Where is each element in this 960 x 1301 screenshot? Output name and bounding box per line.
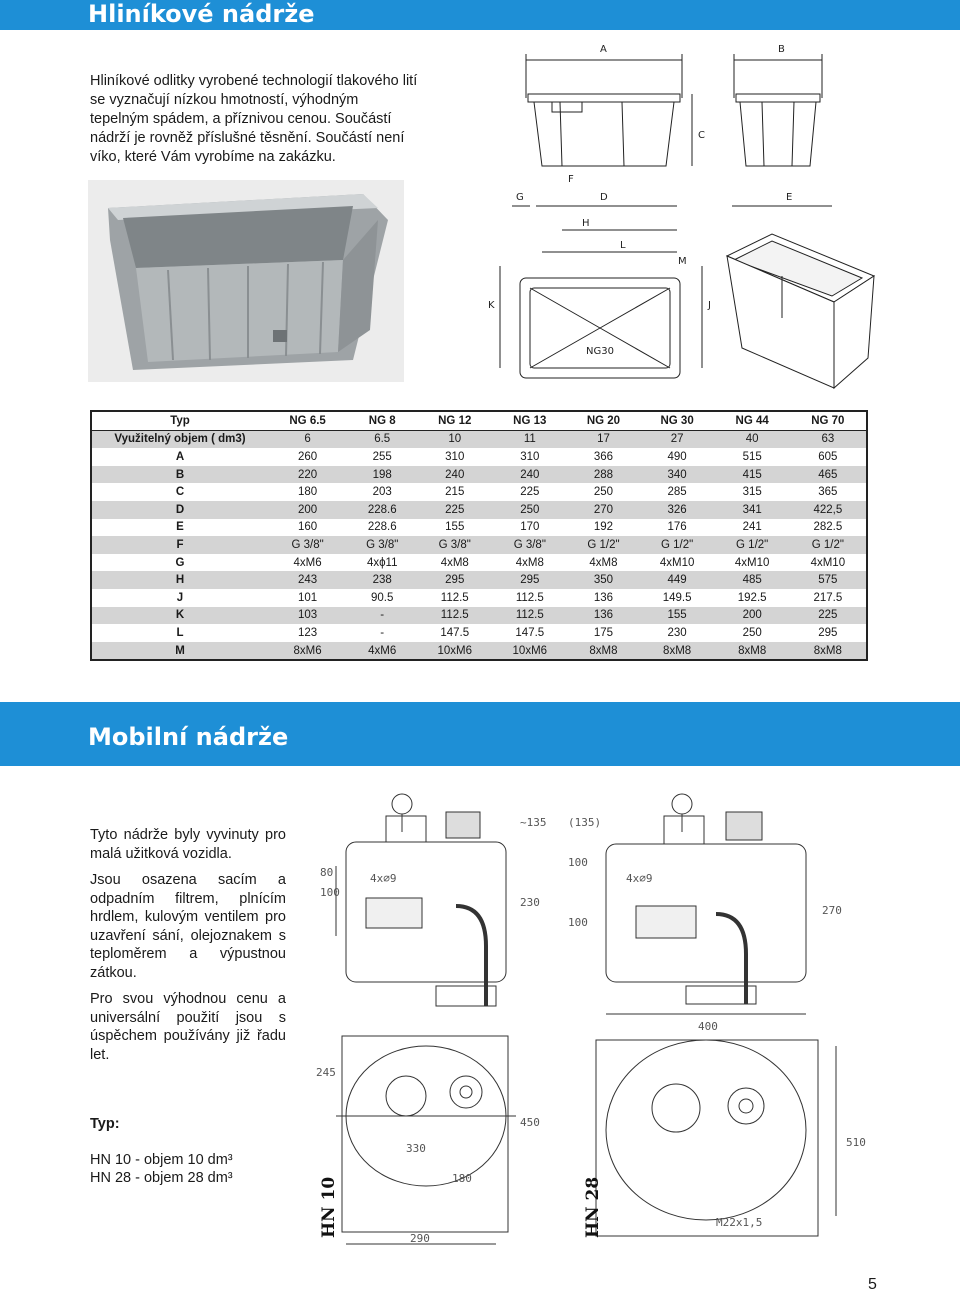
column-header: NG 30 xyxy=(640,411,715,430)
table-cell: 238 xyxy=(347,571,417,589)
table-cell: 217.5 xyxy=(790,589,867,607)
dim-label-k: K xyxy=(488,300,495,311)
table-cell: 225 xyxy=(790,607,867,625)
row-label: D xyxy=(91,501,268,519)
dim-label: 100 xyxy=(568,856,588,869)
table-row xyxy=(91,466,867,484)
row-label: M xyxy=(91,642,268,661)
table-row xyxy=(91,554,867,572)
column-header: NG 12 xyxy=(417,411,492,430)
table-cell: 270 xyxy=(567,501,639,519)
intro-paragraph: Hliníkové odlitky vyrobené technologií tlakového lití se vyznačují nízkou hmotností, výhodným tepelným spádem, a příznivou cenou. Součástí nádrží je rovněž příslušné těsnění. Součástí není víko, které Vám vyrobíme na zakázku. xyxy=(90,73,418,165)
column-header: NG 8 xyxy=(347,411,417,430)
dim-label-e: E xyxy=(786,192,793,203)
table-cell: 10xM6 xyxy=(492,642,567,661)
table-cell: 4xM8 xyxy=(417,554,492,572)
table-cell: 192.5 xyxy=(715,589,790,607)
dim-label: 290 xyxy=(410,1232,430,1245)
table-cell: 310 xyxy=(417,448,492,466)
type-item: HN 10 - objem 10 dm³ xyxy=(90,1152,233,1168)
table-row xyxy=(91,448,867,466)
table-cell: 250 xyxy=(567,483,639,501)
dim-label-a: A xyxy=(600,44,607,55)
type-item: HN 28 - objem 28 dm³ xyxy=(90,1170,233,1186)
dim-label: 100 xyxy=(320,886,340,899)
table-cell: 350 xyxy=(567,571,639,589)
table-cell: 10xM6 xyxy=(417,642,492,661)
table-cell: 63 xyxy=(790,430,867,448)
section-title: Mobilní nádrže xyxy=(88,723,289,751)
dim-label: 270 xyxy=(822,904,842,917)
table-cell: 8xM8 xyxy=(790,642,867,661)
mobile-description xyxy=(90,826,286,1072)
table-cell: 422,5 xyxy=(790,501,867,519)
table-cell: 160 xyxy=(268,519,347,537)
table-cell: G 3/8" xyxy=(492,536,567,554)
table-cell: 155 xyxy=(640,607,715,625)
table-cell: 6.5 xyxy=(347,430,417,448)
paragraph: Pro svou výhodnou cenu a universální použití jsou s úspěchem používány již řadu let. xyxy=(90,991,286,1063)
table-cell: 315 xyxy=(715,483,790,501)
dim-label-g: G xyxy=(516,192,524,203)
table-cell: 8xM8 xyxy=(715,642,790,661)
dim-label-b: B xyxy=(778,44,785,55)
table-cell: 326 xyxy=(640,501,715,519)
dim-label: 230 xyxy=(520,896,540,909)
stamp-label: NG30 xyxy=(586,346,614,357)
table-cell: 241 xyxy=(715,519,790,537)
mobile-tank-drawings xyxy=(306,786,886,1256)
table-cell: 515 xyxy=(715,448,790,466)
row-label: B xyxy=(91,466,268,484)
dim-label: 4x⌀9 xyxy=(626,872,653,885)
dim-label: ~135 xyxy=(520,816,547,829)
hn10-label: HN 10 xyxy=(319,1176,339,1238)
paragraph: Tyto nádrže byly vyvinuty pro malá užitková vozidla. xyxy=(90,827,286,862)
dim-label: 450 xyxy=(520,1116,540,1129)
row-label: L xyxy=(91,624,268,642)
paragraph: Jsou osazena sacím a odpadním filtrem, plnícím hrdlem, kulovým ventilem pro uzavření sání, olejoznakem s teploměrem a výpustnou zátkou. xyxy=(90,872,286,981)
table-header-row xyxy=(91,411,867,430)
table-cell: 295 xyxy=(790,624,867,642)
table-cell: 149.5 xyxy=(640,589,715,607)
table-cell: G 1/2" xyxy=(790,536,867,554)
table-cell: 310 xyxy=(492,448,567,466)
dim-label: 100 xyxy=(568,916,588,929)
table-cell: 8xM6 xyxy=(268,642,347,661)
table-cell: 220 xyxy=(268,466,347,484)
table-cell: 136 xyxy=(567,607,639,625)
table-cell: 170 xyxy=(492,519,567,537)
table-cell: 255 xyxy=(347,448,417,466)
dim-label-h: H xyxy=(582,218,590,229)
table-cell: G 3/8" xyxy=(347,536,417,554)
table-row xyxy=(91,519,867,537)
table-cell: 10 xyxy=(417,430,492,448)
column-header: NG 44 xyxy=(715,411,790,430)
table-cell: 4xM8 xyxy=(492,554,567,572)
table-cell: G 3/8" xyxy=(417,536,492,554)
table-cell: 225 xyxy=(492,483,567,501)
table-cell: 200 xyxy=(715,607,790,625)
dim-label: 330 xyxy=(406,1142,426,1155)
table-cell: 8xM8 xyxy=(640,642,715,661)
table-cell: 605 xyxy=(790,448,867,466)
table-cell: 288 xyxy=(567,466,639,484)
table-cell: G 3/8" xyxy=(268,536,347,554)
dim-label: M22x1,5 xyxy=(716,1216,763,1229)
table-cell: 449 xyxy=(640,571,715,589)
table-cell: 101 xyxy=(268,589,347,607)
row-label: G xyxy=(91,554,268,572)
dim-label: 245 xyxy=(316,1066,336,1079)
dim-label-c: C xyxy=(698,130,705,141)
table-cell: 147.5 xyxy=(417,624,492,642)
table-cell: 243 xyxy=(268,571,347,589)
table-cell: 180 xyxy=(268,483,347,501)
table-cell: 250 xyxy=(715,624,790,642)
table-row xyxy=(91,624,867,642)
table-cell: - xyxy=(347,624,417,642)
column-header: Typ xyxy=(91,411,268,430)
table-cell: 112.5 xyxy=(417,589,492,607)
table-cell: 40 xyxy=(715,430,790,448)
table-cell: 4xM10 xyxy=(640,554,715,572)
table-cell: G 1/2" xyxy=(715,536,790,554)
table-row xyxy=(91,589,867,607)
table-cell: 112.5 xyxy=(417,607,492,625)
table-cell: 147.5 xyxy=(492,624,567,642)
table-cell: 341 xyxy=(715,501,790,519)
dim-label-l: L xyxy=(620,240,626,251)
dim-label: (135) xyxy=(568,816,602,829)
table-cell: 203 xyxy=(347,483,417,501)
table-cell: 176 xyxy=(640,519,715,537)
column-header: NG 6.5 xyxy=(268,411,347,430)
table-cell: 11 xyxy=(492,430,567,448)
table-cell: 575 xyxy=(790,571,867,589)
dim-label-f: F xyxy=(568,174,574,185)
tank-spec-table xyxy=(90,410,868,661)
dim-label: 510 xyxy=(846,1136,866,1149)
table-cell: 8xM8 xyxy=(567,642,639,661)
table-cell: 90.5 xyxy=(347,589,417,607)
row-label: F xyxy=(91,536,268,554)
table-cell: 27 xyxy=(640,430,715,448)
dim-label: 180 xyxy=(452,1172,472,1185)
table-cell: 6 xyxy=(268,430,347,448)
dim-label-d: D xyxy=(600,192,608,203)
table-cell: 285 xyxy=(640,483,715,501)
table-cell: 4xM6 xyxy=(347,642,417,661)
table-cell: 4xM10 xyxy=(790,554,867,572)
table-cell: 155 xyxy=(417,519,492,537)
dim-label: 80 xyxy=(320,866,334,879)
table-cell: 4xϕ11 xyxy=(347,554,417,572)
row-label: E xyxy=(91,519,268,537)
table-cell: 198 xyxy=(347,466,417,484)
table-cell: 103 xyxy=(268,607,347,625)
table-cell: 192 xyxy=(567,519,639,537)
row-label: H xyxy=(91,571,268,589)
table-cell: 4xM8 xyxy=(567,554,639,572)
table-cell: 123 xyxy=(268,624,347,642)
table-cell: 465 xyxy=(790,466,867,484)
tank-technical-drawing xyxy=(482,38,882,398)
tank-photo xyxy=(88,180,404,382)
table-cell: 225 xyxy=(417,501,492,519)
row-label: K xyxy=(91,607,268,625)
table-cell: 17 xyxy=(567,430,639,448)
column-header: NG 20 xyxy=(567,411,639,430)
table-cell: 365 xyxy=(790,483,867,501)
column-header: NG 70 xyxy=(790,411,867,430)
table-cell: 240 xyxy=(417,466,492,484)
dim-label: 400 xyxy=(698,1020,718,1033)
table-cell: 340 xyxy=(640,466,715,484)
table-cell: 366 xyxy=(567,448,639,466)
page-number: 5 xyxy=(868,1276,877,1293)
types-label: Typ: xyxy=(90,1116,120,1132)
dim-label: 4x⌀9 xyxy=(370,872,397,885)
table-cell: 215 xyxy=(417,483,492,501)
table-cell: 295 xyxy=(417,571,492,589)
table-cell: 230 xyxy=(640,624,715,642)
hn28-label: HN 28 xyxy=(583,1176,603,1238)
row-label: A xyxy=(91,448,268,466)
table-cell: 250 xyxy=(492,501,567,519)
table-row xyxy=(91,501,867,519)
table-cell: - xyxy=(347,607,417,625)
row-label: Využitelný objem ( dm3) xyxy=(91,430,268,448)
table-cell: 200 xyxy=(268,501,347,519)
table-row xyxy=(91,642,867,661)
table-cell: 490 xyxy=(640,448,715,466)
table-cell: 240 xyxy=(492,466,567,484)
table-cell: 228.6 xyxy=(347,501,417,519)
table-row xyxy=(91,430,867,448)
table-cell: 112.5 xyxy=(492,607,567,625)
table-cell: G 1/2" xyxy=(567,536,639,554)
table-cell: 282.5 xyxy=(790,519,867,537)
column-header: NG 13 xyxy=(492,411,567,430)
table-row xyxy=(91,483,867,501)
dim-label-j: J xyxy=(708,300,711,311)
section-header-mobile-tanks xyxy=(0,702,960,766)
table-cell: 295 xyxy=(492,571,567,589)
table-cell: 136 xyxy=(567,589,639,607)
row-label: C xyxy=(91,483,268,501)
table-cell: 485 xyxy=(715,571,790,589)
table-cell: 4xM6 xyxy=(268,554,347,572)
table-row xyxy=(91,571,867,589)
row-label: J xyxy=(91,589,268,607)
table-cell: 415 xyxy=(715,466,790,484)
table-row xyxy=(91,536,867,554)
table-cell: 4xM10 xyxy=(715,554,790,572)
table-cell: G 1/2" xyxy=(640,536,715,554)
table-cell: 112.5 xyxy=(492,589,567,607)
table-row xyxy=(91,607,867,625)
table-cell: 175 xyxy=(567,624,639,642)
table-cell: 228.6 xyxy=(347,519,417,537)
section-header-aluminium-tanks xyxy=(0,0,960,30)
table-cell: 260 xyxy=(268,448,347,466)
section-title: Hliníkové nádrže xyxy=(88,0,315,28)
dim-label-m: M xyxy=(678,256,687,267)
